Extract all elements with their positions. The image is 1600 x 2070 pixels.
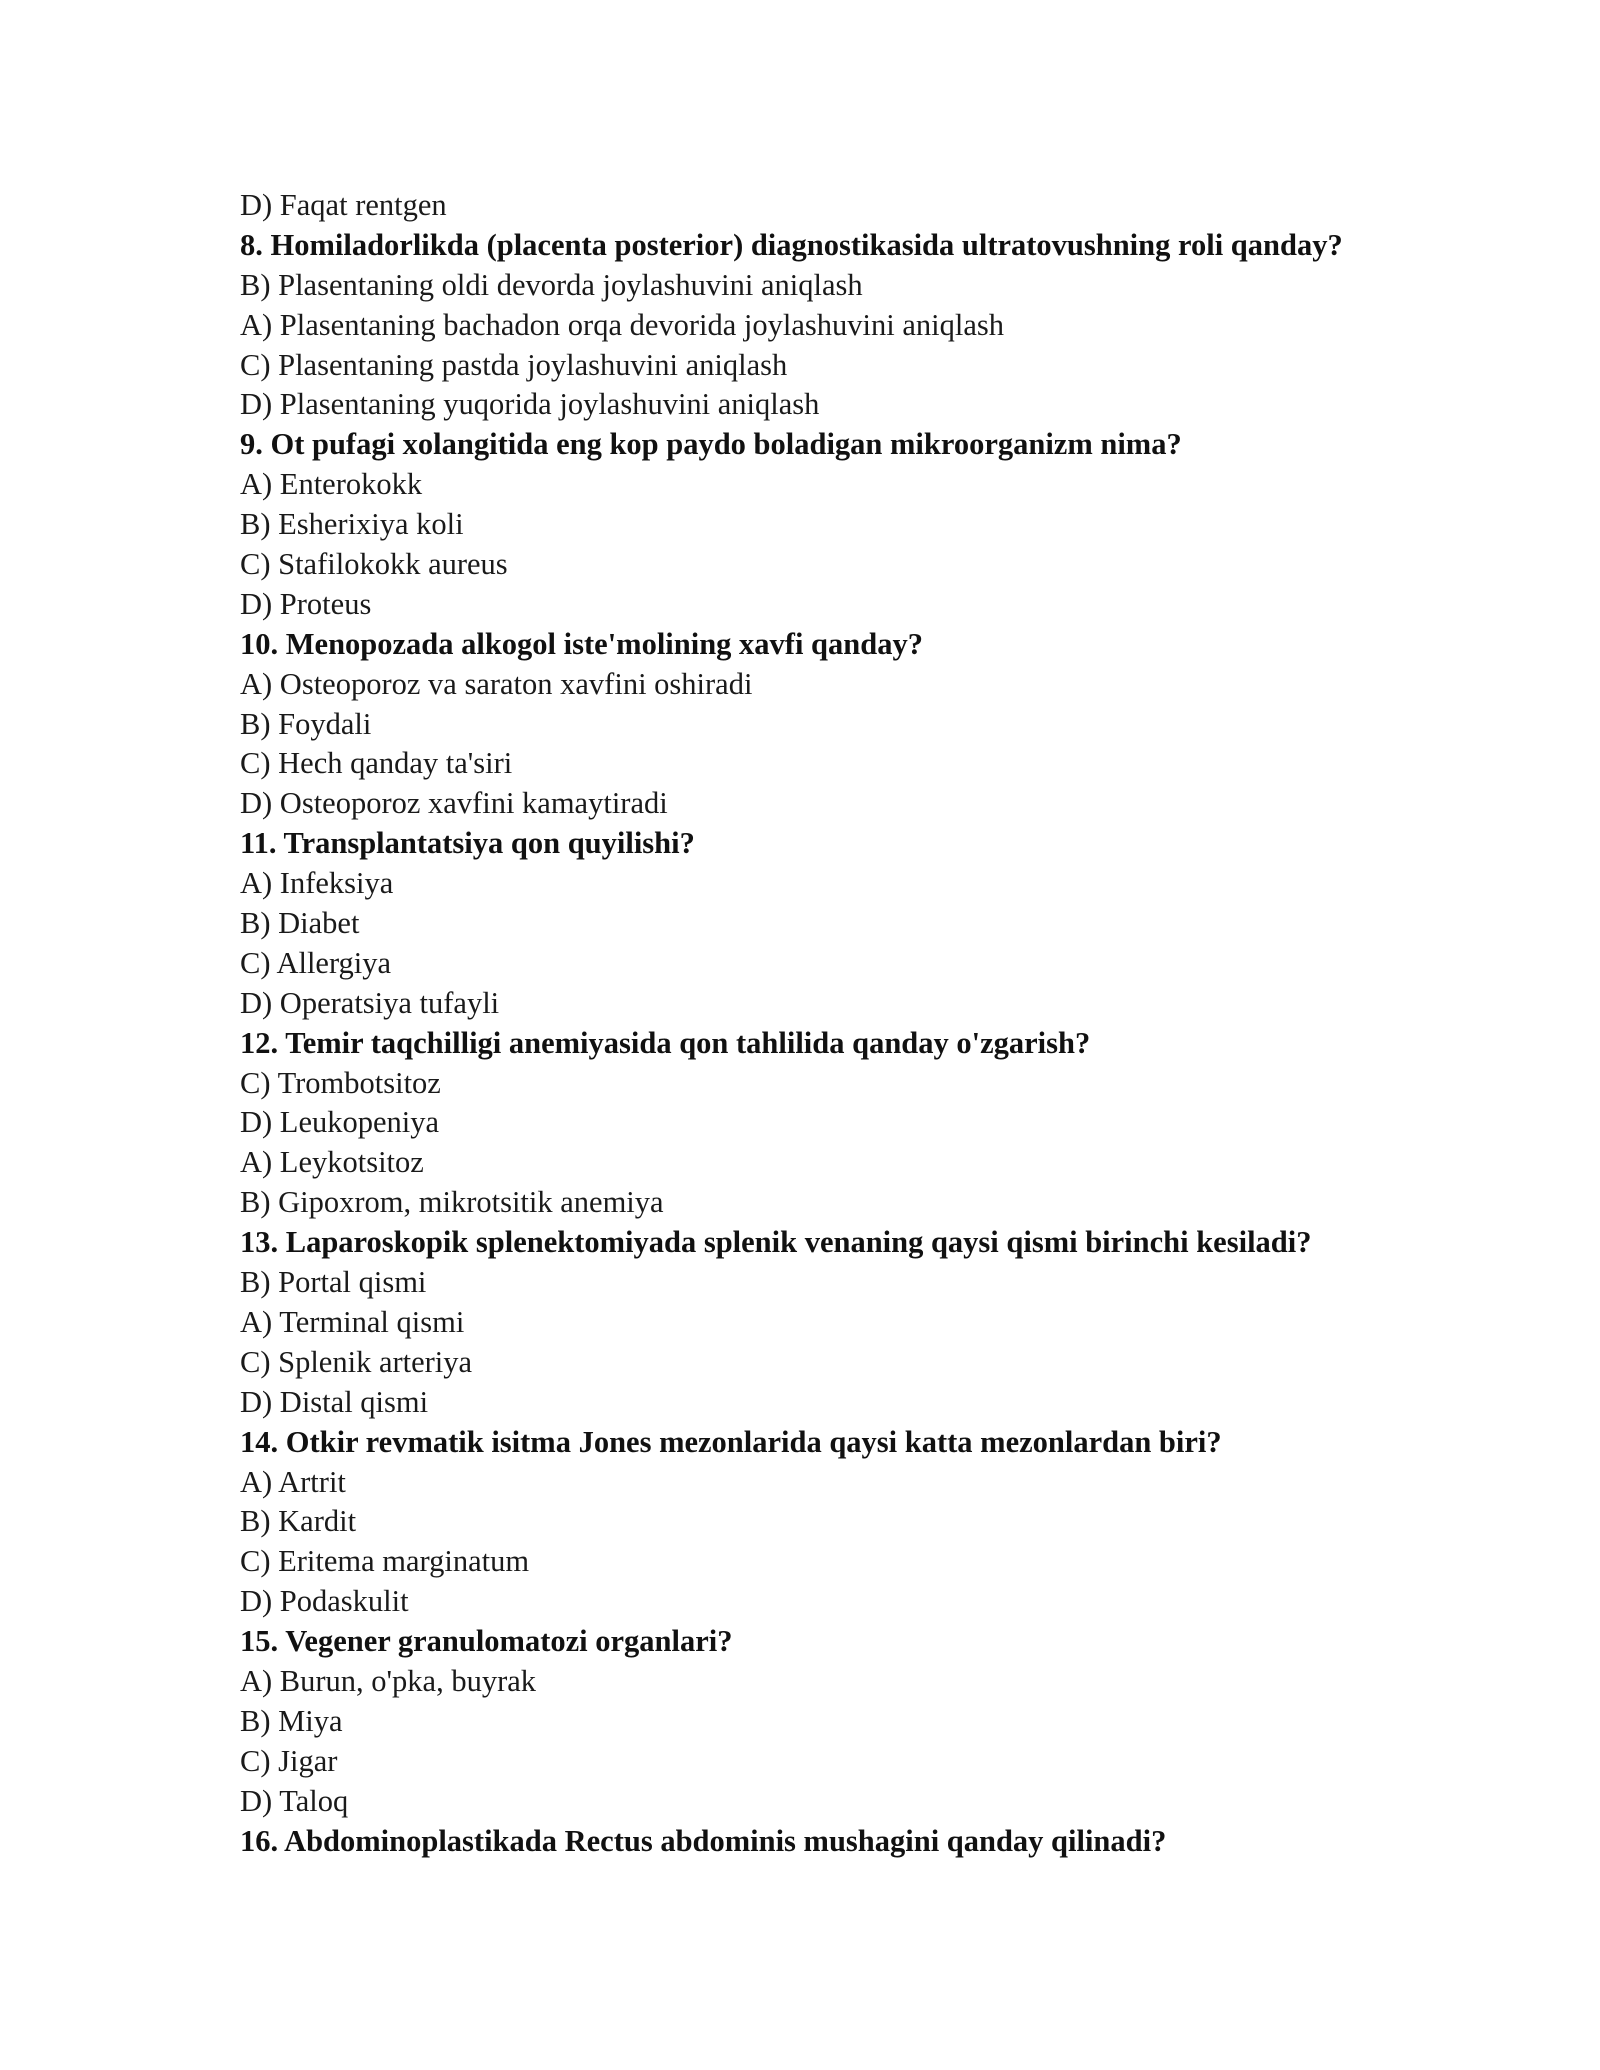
answer-option: D) Leukopeniya <box>240 1105 440 1140</box>
answer-option: C) Trombotsitoz <box>240 1065 441 1100</box>
answer-option: C) Splenik arteriya <box>240 1344 473 1379</box>
answer-option: C) Jigar <box>240 1743 338 1778</box>
answer-option: B) Foydali <box>240 706 372 741</box>
answer-option: A) Osteoporoz va saraton xavfini oshiradi <box>240 666 753 701</box>
question-text: 14. Otkir revmatik isitma Jones mezonlarida qaysi katta mezonlardan biri? <box>240 1424 1222 1459</box>
answer-option: D) Osteoporoz xavfini kamaytiradi <box>240 786 668 821</box>
question-text: 13. Laparoskopik splenektomiyada splenik venaning qaysi qismi birinchi kesiladi? <box>240 1225 1312 1260</box>
answer-option: D) Distal qismi <box>240 1384 429 1419</box>
answer-option: D) Proteus <box>240 586 372 621</box>
answer-option: A) Infeksiya <box>240 866 394 901</box>
answer-option: B) Kardit <box>240 1504 357 1539</box>
answer-option: C) Eritema marginatum <box>240 1544 530 1579</box>
question-text: 10. Menopozada alkogol iste'molining xavfi qanday? <box>240 626 923 661</box>
answer-option: A) Leykotsitoz <box>240 1145 424 1180</box>
answer-option: C) Stafilokokk aureus <box>240 547 508 582</box>
answer-option: D) Faqat rentgen <box>240 188 447 222</box>
answer-option: A) Enterokokk <box>240 467 423 502</box>
answer-option: D) Operatsiya tufayli <box>240 985 500 1020</box>
answer-option: B) Gipoxrom, mikrotsitik anemiya <box>240 1185 664 1220</box>
answer-option: C) Allergiya <box>240 945 392 980</box>
answer-option: D) Taloq <box>240 1783 349 1818</box>
question-text: 15. Vegener granulomatozi organlari? <box>240 1624 733 1659</box>
question-text: 8. Homiladorlikda (placenta posterior) diagnostikasida ultratovushning roli qanday? <box>240 227 1343 262</box>
question-text: 9. Ot pufagi xolangitida eng kop paydo boladigan mikroorganizm nima? <box>240 427 1182 462</box>
answer-option: B) Diabet <box>240 906 360 941</box>
question-text: 12. Temir taqchilligi anemiyasida qon tahlilida qanday o'zgarish? <box>240 1025 1091 1060</box>
answer-option: A) Plasentaning bachadon orqa devorida joylashuvini aniqlash <box>240 307 1005 342</box>
answer-option: A) Artrit <box>240 1464 346 1499</box>
answer-option: D) Podaskulit <box>240 1584 409 1619</box>
answer-option: C) Plasentaning pastda joylashuvini aniqlash <box>240 347 788 382</box>
answer-option: C) Hech qanday ta'siri <box>240 746 513 781</box>
question-text: 11. Transplantatsiya qon quyilishi? <box>240 826 695 861</box>
answer-option: A) Terminal qismi <box>240 1304 465 1339</box>
question-list <box>240 186 1420 1861</box>
answer-option: B) Portal qismi <box>240 1265 427 1300</box>
answer-option: B) Esherixiya koli <box>240 507 464 542</box>
answer-option: B) Plasentaning oldi devorda joylashuvini aniqlash <box>240 267 863 302</box>
answer-option: D) Plasentaning yuqorida joylashuvini aniqlash <box>240 387 820 422</box>
answer-option: A) Burun, o'pka, buyrak <box>240 1663 537 1698</box>
answer-option: B) Miya <box>240 1703 343 1738</box>
question-text: 16. Abdominoplastikada Rectus abdominis mushagini qanday qilinadi? <box>240 1823 1167 1858</box>
